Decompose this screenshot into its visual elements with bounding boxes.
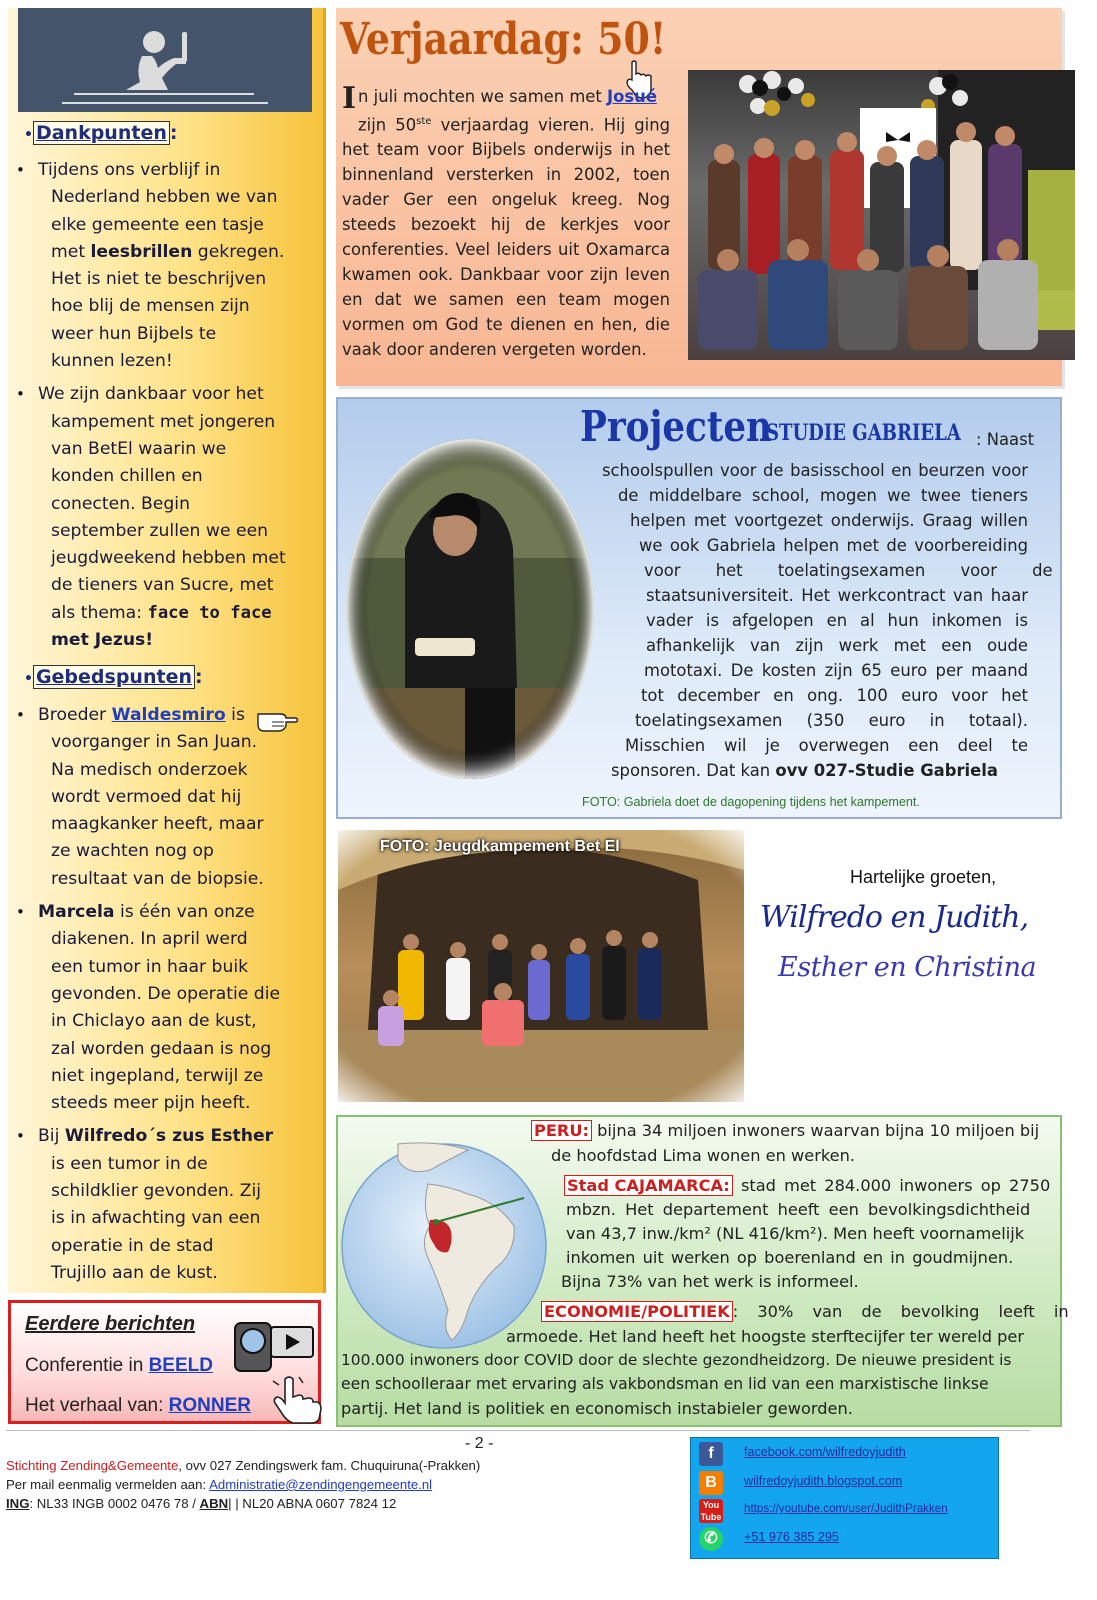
economie-line: partij. Het land is politiek en economisch instabieler geworden. [341, 1399, 853, 1418]
cajamarca-line: Bijna 73% van het werk is informeel. [561, 1272, 859, 1291]
list-item: • Tijdens ons verblijf in Nederland hebben we van elke gemeente een tasje met leesbrillen gekregen. Het is niet te beschrijven hoe blij de mensen zijn weer hun Bijbels te kunnen lezen! [8, 157, 318, 375]
blog-row[interactable] [699, 1470, 989, 1496]
ronner-link[interactable]: RONNER [168, 1395, 251, 1416]
footer-divider [6, 1430, 1030, 1431]
projecten-line: mototaxi. De kosten zijn 65 euro per maand [644, 661, 1028, 680]
click-hand-icon [269, 1373, 323, 1425]
gebedspunten-heading: • Gebedspunten : [24, 666, 203, 688]
blog-link[interactable]: wilfredoyjudith.blogspot.com [744, 1474, 903, 1488]
list-item: • We zijn dankbaar voor het kampement met jongeren van BetEl waarin we konden chillen en conecten. Begin september zullen we een jeugdweekend hebben met de tieners van Sucre, met als thema: face to face met Jezus! [8, 381, 318, 654]
projecten-line: de middelbare school, mogen we twee tieners [618, 486, 1028, 505]
studie-gabriela-subtitle: STUDIE GABRIELA [766, 420, 961, 446]
video-camera-icon[interactable] [233, 1317, 315, 1377]
projecten-line: we ook Gabriela helpen met de voorbereiding [639, 536, 1028, 555]
cajamarca-line-1: Stad CAJAMARCA: stad met 284.000 inwoners op 2750 [564, 1176, 1050, 1195]
projecten-line: Misschien wil je overwegen een deel te [625, 736, 1028, 755]
youtube-row[interactable] [699, 1498, 989, 1524]
peru-line-1: PERU: bijna 34 miljoen inwoners waarvan bijna 10 miljoen bij [531, 1121, 1039, 1140]
greeting-line: Hartelijke groeten, [850, 867, 997, 887]
gabriela-photo [345, 438, 595, 780]
page-number: - 2 - [465, 1435, 494, 1452]
camp-photo-caption: FOTO: Jeugdkampement Bet El [380, 838, 620, 855]
peru-line-2: de hoofdstad Lima wonen en werken. [551, 1146, 856, 1165]
projecten-line: tot december en ong. 100 euro voor het [641, 686, 1028, 705]
projecten-lead: : Naast [976, 430, 1035, 449]
youth-camp-photo [338, 830, 744, 1102]
projecten-line: helpen met voortgezet onderwijs. Graag willen [630, 511, 1028, 530]
signature-names: Wilfredo en Judith, [760, 900, 1029, 935]
gabriela-photo-caption: FOTO: Gabriela doet de dagopening tijdens het kampement. [582, 795, 920, 809]
social-links-box [690, 1437, 999, 1559]
cajamarca-line: mbzn. Het departement heeft een bevolkingsdichtheid [566, 1200, 1031, 1219]
economie-line-1: ECONOMIE/POLITIEK : 30% van de bevolking leeft in [541, 1302, 1069, 1321]
list-item: • Marcela is één van onze diakenen. In april werd een tumor in haar buik gevonden. De operatie die in Chiclayo aan de kust, zal worden gedaan is nog niet ingepland, terwijl ze steeds meer pijn heeft. [8, 899, 318, 1117]
whatsapp-number[interactable]: +51 976 385 295 [744, 1530, 839, 1544]
footer-org-line: Stichting Zending&Gemeente, ovv 027 Zendingswerk fam. Chuquiruna(-Prakken) [6, 1458, 481, 1473]
projecten-line: vader is afgelopen en al hun inkomen is [646, 611, 1028, 630]
josue-link[interactable]: Josué [607, 87, 657, 106]
praying-person-icon [18, 8, 312, 112]
eerdere-berichten-box [8, 1300, 321, 1424]
projecten-line: schoolspullen voor de basisschool en beurzen voor [602, 461, 1028, 480]
projecten-line: afhankelijk van zijn werk met een oude [646, 636, 1028, 655]
waldesmiro-link[interactable]: Waldesmiro [111, 705, 226, 725]
footer-mail-line: Per mail eenmalig vermelden aan: Administratie@zendingengemeente.nl [6, 1477, 433, 1492]
youtube-link[interactable]: https://youtube.com/user/JudithPrakken [744, 1502, 948, 1515]
globe-map-peru [338, 1140, 554, 1350]
verhaal-line: Het verhaal van: RONNER [25, 1395, 251, 1416]
footer-bank-line: ING: NL33 INGB 0002 0476 78 / ABN| | NL20 ABNA 0607 7824 12 [6, 1496, 397, 1511]
projecten-line: staatsuniversiteit. Het werkcontract van haar [646, 586, 1028, 605]
whatsapp-row[interactable] [699, 1526, 989, 1552]
blogger-icon: B [699, 1471, 723, 1495]
economie-line: armoede. Het land heeft het hoogste sterftecijfer ter wereld per [506, 1327, 1025, 1346]
gebedspunten-list [8, 702, 318, 1287]
signature-children: Esther en Christina [778, 952, 1037, 983]
projecten-title: Projecten [580, 402, 772, 451]
verjaardag-title: Verjaardag: 50! [340, 14, 667, 65]
conferentie-line: Conferentie in BEELD [25, 1355, 213, 1376]
cajamarca-line: inkomen uit werken op boerenland en in goudmijnen. [566, 1248, 1014, 1267]
whatsapp-icon: ✆ [699, 1527, 723, 1551]
facebook-link[interactable]: facebook.com/wilfredoyjudith [744, 1445, 906, 1459]
economie-line: 100.000 inwoners door COVID door de slechte gezondheidzorg. De nieuwe president is [341, 1351, 1012, 1369]
projecten-line: voor het toelatingsexamen voor de [644, 561, 1053, 580]
eerdere-title: Eerdere berichten [25, 1313, 196, 1335]
list-item: • Broeder Waldesmiro is voorganger in San Juan. Na medisch onderzoek wordt vermoed dat hij maagkanker heeft, maar ze wachten nog op resultaat van de biopsie. [8, 702, 318, 893]
beeld-link[interactable]: BEELD [148, 1355, 213, 1376]
cajamarca-line: van 43,7 inw./km² (NL 416/km²). Men heeft voornamelijk [566, 1224, 1025, 1243]
verjaardag-text: In juli mochten we samen met Josué zijn 50ste verjaardag vieren. Hij ging het team voor Bijbels onderwijs in het binnenland versterken in 2002, toen vader Ger een ongeluk kreeg. Nog steeds bezoekt hij de kerkjes voor conferenties. Veel leiders uit Oxamarca kwamen ook. Dankbaar voor zijn leven en dat we samen een team mogen vormen om God te dienen en hen, die vaak door anderen vergeten worden. [342, 81, 671, 360]
praying-figure-banner [18, 8, 312, 112]
projecten-line: toelatingsexamen (350 euro in totaal). [635, 711, 1028, 730]
facebook-row[interactable] [699, 1441, 989, 1467]
projecten-last-line: sponsoren. Dat kan ovv 027-Studie Gabriela [611, 761, 998, 780]
dankpunten-heading: • Dankpunten : [24, 122, 178, 144]
list-item: • Bij Wilfredo´s zus Esther is een tumor in de schildklier gevonden. Zij is in afwachting van een operatie in de stad Trujillo aan de kust. [8, 1123, 318, 1287]
facebook-icon: f [699, 1442, 723, 1466]
youtube-icon: You Tube [700, 1500, 722, 1522]
economie-line: een schoolleraar met ervaring als vakbondsman en lid van een marxistische linkse [341, 1375, 989, 1393]
admin-email-link[interactable]: Administratie@zendingengemeente.nl [209, 1477, 433, 1492]
dankpunten-list [8, 157, 318, 654]
pointing-hand-icon [256, 704, 300, 734]
birthday-group-photo [688, 70, 1075, 360]
